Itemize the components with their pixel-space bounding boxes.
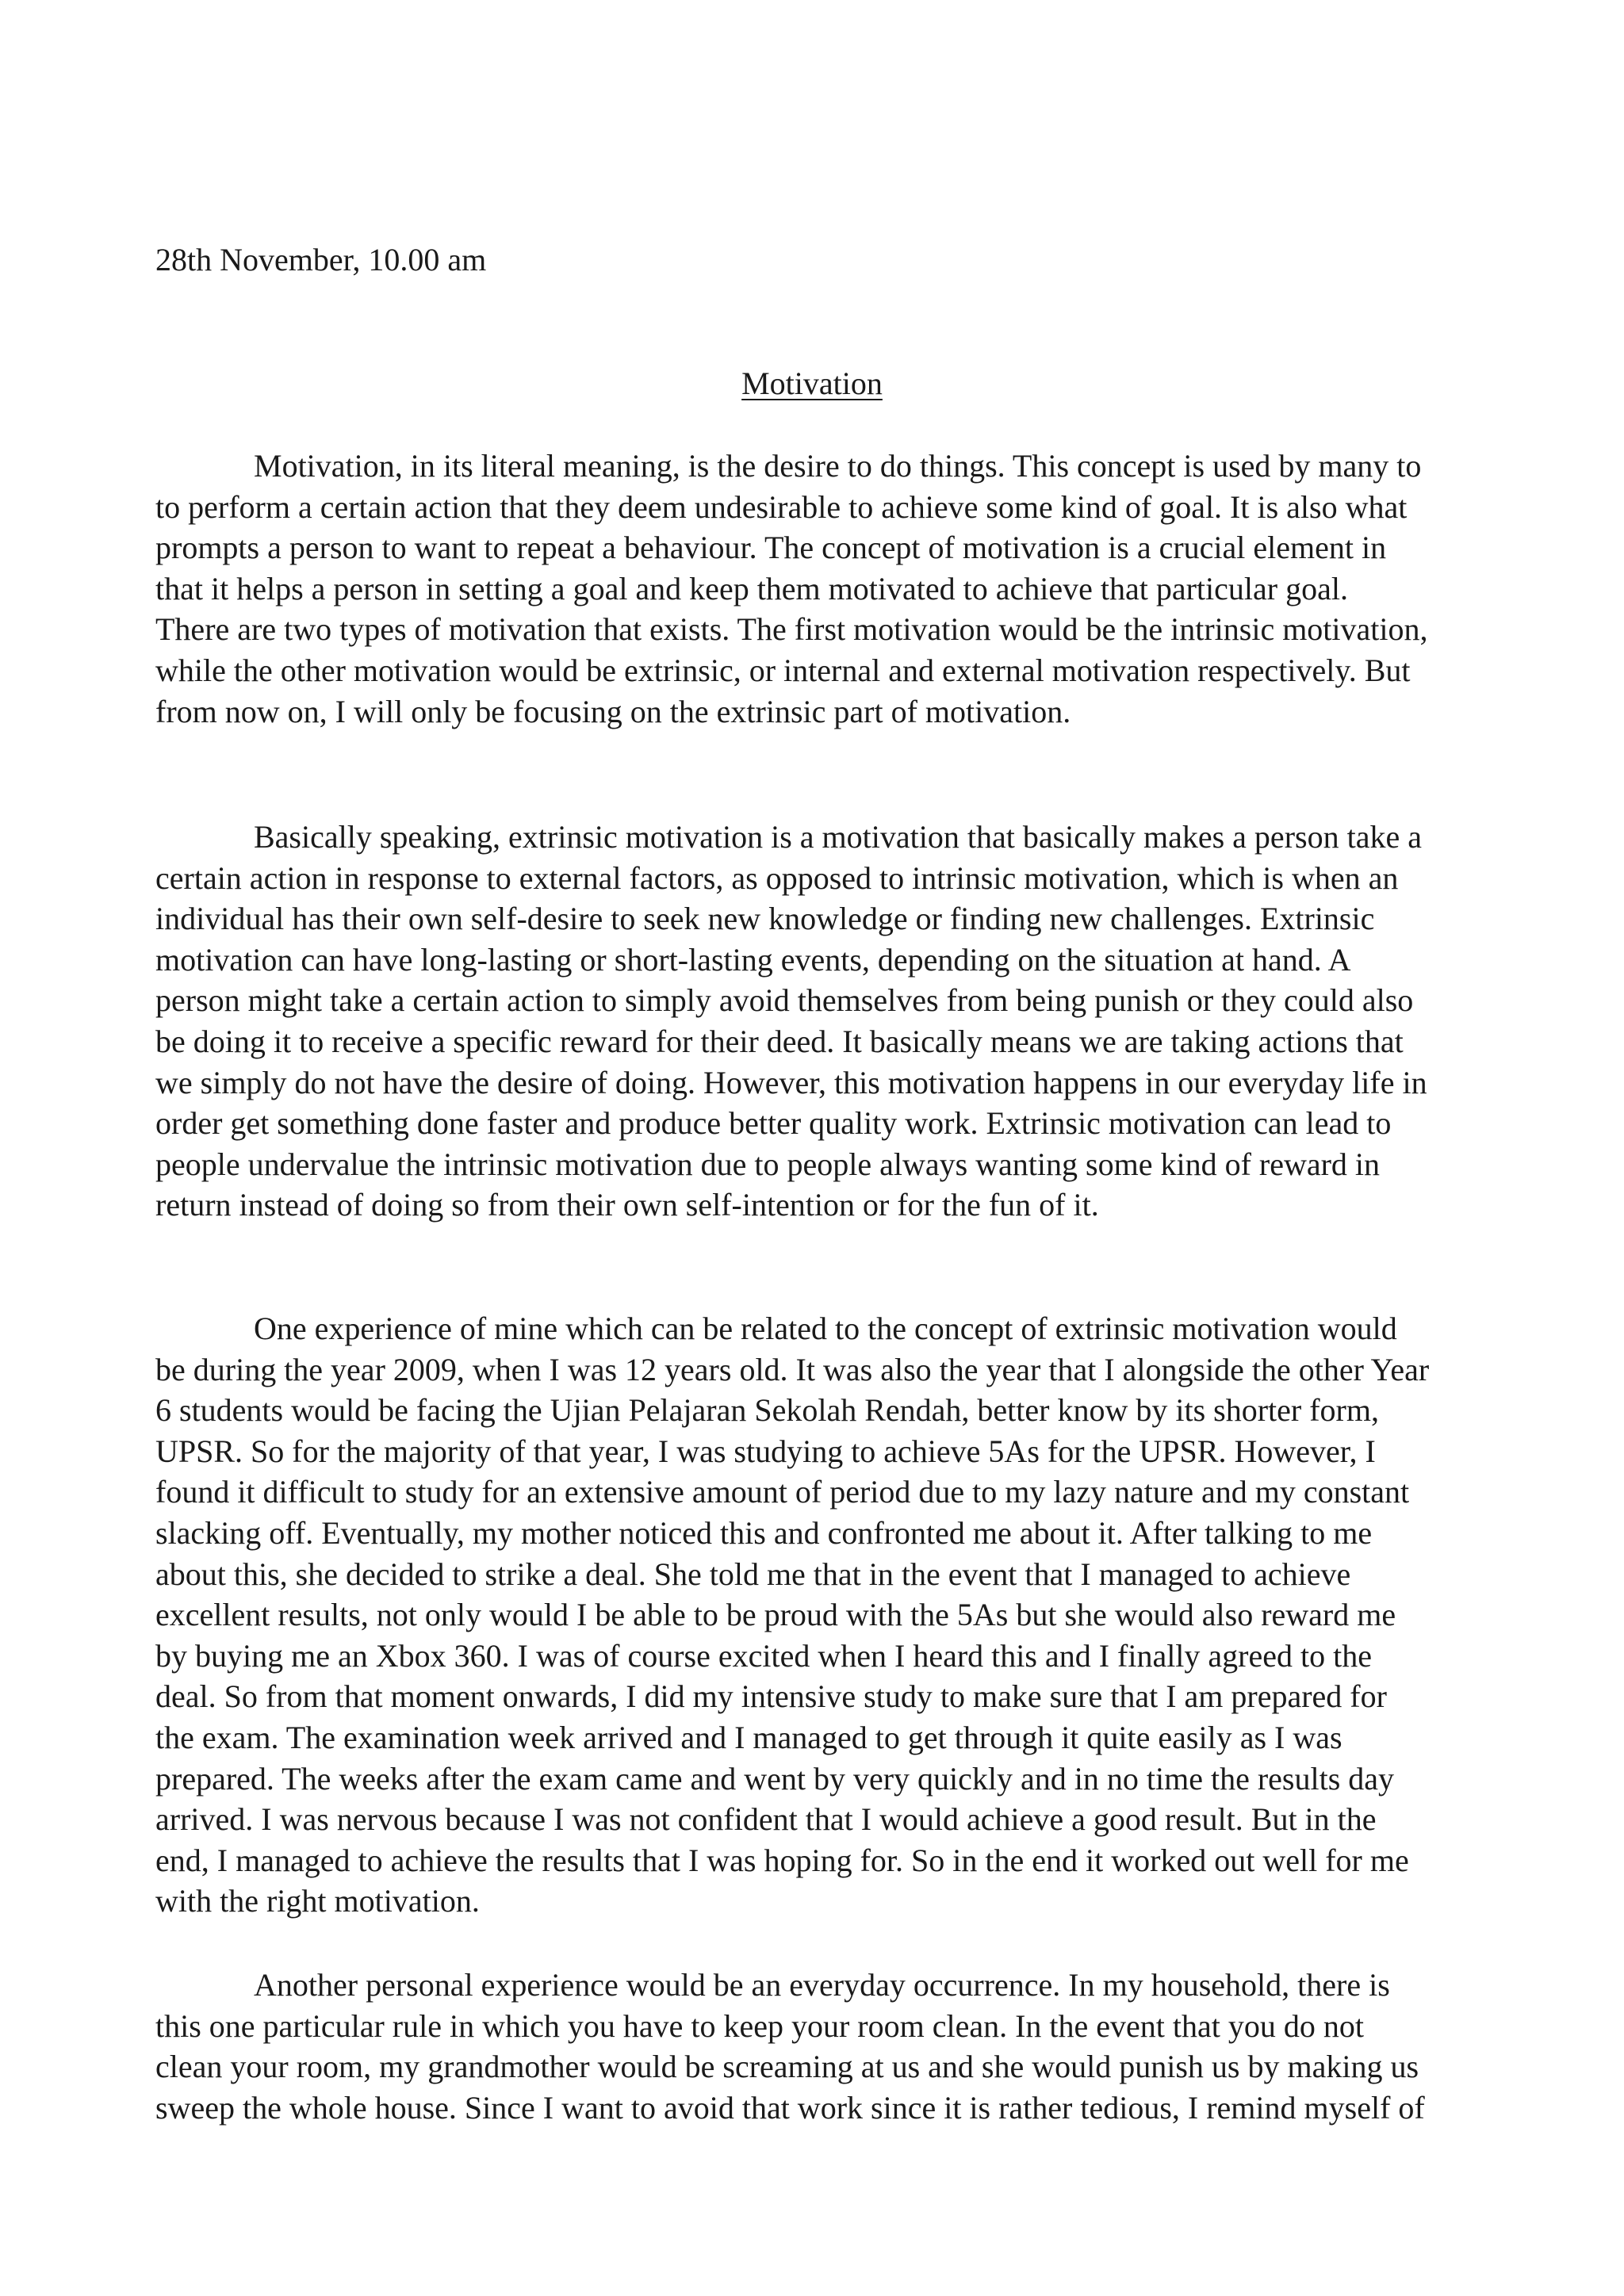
date-line: 28th November, 10.00 am [155, 242, 487, 277]
document-title-text: Motivation [741, 365, 883, 401]
paragraph-line: certain action in response to external factors, as opposed to intrinsic motivation, which is when an [155, 859, 1399, 896]
paragraph-line: One experience of mine which can be related to the concept of extrinsic motivation would [254, 1311, 1397, 1346]
paragraph-line: be doing it to receive a specific reward for their deed. It basically means we are taking actions that [155, 1023, 1404, 1059]
paragraph-line: by buying me an Xbox 360. I was of course excited when I heard this and I finally agreed to the [155, 1637, 1372, 1674]
paragraph-line: Another personal experience would be an everyday occurrence. In my household, there is [254, 1967, 1390, 2003]
paragraph-line: slacking off. Eventually, my mother noticed this and confronted me about it. After talking to me [155, 1514, 1373, 1551]
paragraph-line: end, I managed to achieve the results that I was hoping for. So in the end it worked out well for me [155, 1842, 1409, 1878]
paragraph-line: excellent results, not only would I be able to be proud with the 5As but she would also reward me [155, 1597, 1396, 1633]
paragraph-line: be during the year 2009, when I was 12 years old. It was also the year that I alongside the other Year [155, 1351, 1430, 1387]
paragraph-line: sweep the whole house. Since I want to avoid that work since it is rather tedious, I remind myself of [155, 2089, 1425, 2126]
paragraph-line: return instead of doing so from their own self-intention or for the fun of it. [155, 1187, 1099, 1223]
paragraph-line: to perform a certain action that they deem undesirable to achieve some kind of goal. It is also what [155, 488, 1408, 525]
paragraph-line: deal. So from that moment onwards, I did my intensive study to make sure that I am prepared for [155, 1678, 1387, 1715]
paragraph-line: with the right motivation. [155, 1883, 480, 1919]
document-title [0, 363, 1624, 404]
paragraph-line: people undervalue the intrinsic motivation due to people always wanting some kind of reward in [155, 1146, 1381, 1182]
paragraph-line: UPSR. So for the majority of that year, I was studying to achieve 5As for the UPSR. However, I [155, 1433, 1376, 1469]
paragraph-2 [155, 817, 1488, 1226]
paragraph-line: Basically speaking, extrinsic motivation is a motivation that basically makes a person take a [254, 819, 1422, 855]
paragraph-line: motivation can have long-lasting or short-lasting events, depending on the situation at hand. A [155, 941, 1351, 978]
paragraph-line: individual has their own self-desire to seek new knowledge or finding new challenges. Extrinsic [155, 901, 1375, 937]
paragraph-line: this one particular rule in which you have to keep your room clean. In the event that you do not [155, 2007, 1365, 2044]
paragraph-line: found it difficult to study for an extensive amount of period due to my lazy nature and my constant [155, 1474, 1410, 1510]
paragraph-1 [155, 446, 1488, 732]
paragraph-line: Motivation, in its literal meaning, is the desire to do things. This concept is used by many to [254, 448, 1422, 484]
paragraph-line: person might take a certain action to simply avoid themselves from being punish or they could also [155, 982, 1414, 1019]
paragraph-4 [155, 1965, 1488, 2128]
paragraph-line: clean your room, my grandmother would be screaming at us and she would punish us by making us [155, 2049, 1419, 2085]
paragraph-line: There are two types of motivation that exists. The first motivation would be the intrinsic motivation, [155, 611, 1428, 648]
paragraph-line: arrived. I was nervous because I was not confident that I would achieve a good result. But in the [155, 1801, 1377, 1838]
paragraph-3 [155, 1308, 1488, 1922]
paragraph-line: while the other motivation would be extrinsic, or internal and external motivation respectively. But [155, 652, 1411, 688]
paragraph-line: from now on, I will only be focusing on the extrinsic part of motivation. [155, 693, 1071, 729]
paragraph-line: about this, she decided to strike a deal. She told me that in the event that I managed to achieve [155, 1556, 1351, 1592]
paragraph-line: 6 students would be facing the Ujian Pelajaran Sekolah Rendah, better know by its shorter form, [155, 1392, 1379, 1429]
paragraph-line: order get something done faster and produce better quality work. Extrinsic motivation can lead to [155, 1105, 1392, 1142]
paragraph-line: prepared. The weeks after the exam came and went by very quickly and in no time the results day [155, 1760, 1395, 1797]
paragraph-line: the exam. The examination week arrived and I managed to get through it quite easily as I was [155, 1719, 1342, 1755]
paragraph-line: we simply do not have the desire of doing. However, this motivation happens in our everyday life in [155, 1064, 1427, 1100]
paragraph-line: that it helps a person in setting a goal and keep them motivated to achieve that particular goal. [155, 570, 1348, 607]
paragraph-line: prompts a person to want to repeat a behaviour. The concept of motivation is a crucial element in [155, 530, 1387, 566]
